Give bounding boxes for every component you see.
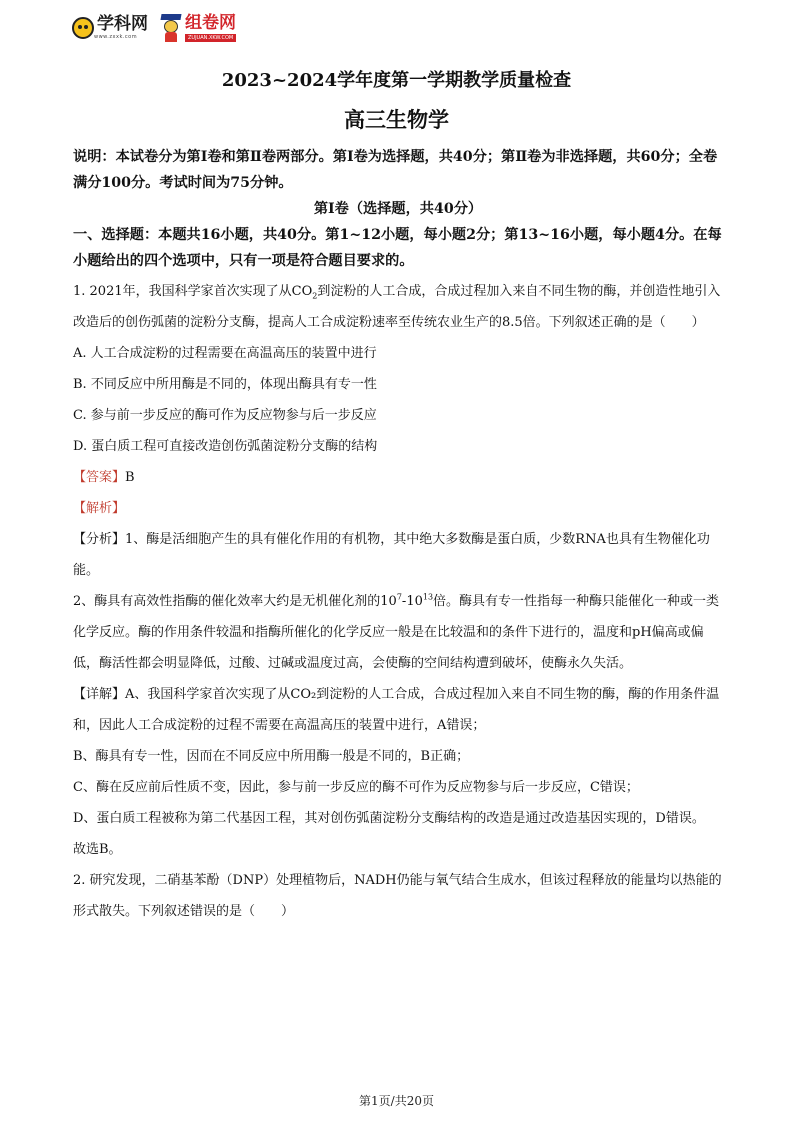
q1-conclusion: 故选B。 [73,842,122,857]
answer-label: 【答案】 [73,470,126,485]
xiangjie-c: C、酶在反应前后性质不变，因此，参与前一步反应的酶不可作为反应物参与后一步反应，C错误； [73,780,639,795]
xiangjie-d: D、蛋白质工程被称为第二代基因工程，其对创伤弧菌淀粉分支酶结构的改造是通过改造基因实现的，D错误。 [73,811,705,826]
logo1-text: 学科网 [97,14,148,34]
q1-stem-part-b: 到淀粉的人工合成，合成过程加入来自不同生物的酶，并创造性地引入改造后的创伤弧菌的淀粉分支酶，提高人工合成淀粉速率至传统农业生产的8.5倍。下列叙述正确的是（ ） [73,284,721,330]
answer-value: B [125,470,135,485]
q1-option-d: D. 蛋白质工程可直接改造创伤弧菌淀粉分支酶的结构 [73,439,378,454]
q1-stem-subscript: 2 [312,291,318,301]
xiangjie-a [73,679,723,741]
student-mascot-icon [160,14,182,42]
exam-title: 2023~2024学年度第一学期教学质量检查 [221,70,572,91]
analysis-label: 【解析】 [73,501,126,516]
smiley-face-icon [72,17,94,39]
section-title: 第Ⅰ卷（选择题，共40分） [313,201,483,217]
instructions: 说明：本试卷分为第Ⅰ卷和第Ⅱ卷两部分。第Ⅰ卷为选择题，共40分；第Ⅱ卷为非选择题，共60分；全卷满分100分。考试时间为75分钟。 [73,149,718,191]
question-2-stem: 2. 研究发现，二硝基苯酚（DNP）处理植物后，NADH仍能与氧气结合生成水，但该过程释放的能量均以热能的形式散失。下列叙述错误的是（ ） [73,873,722,919]
document-body [73,144,723,927]
fenxi-2-part-b: 倍。酶具有专一性指每一种酶只能催化一种或一类化学反应。酶的作用条件较温和指酶所催化的化学反应一般是在比较温和的条件下进行的，温度和pH偏高或偏低，酶活性都会明显降低，过酸、过碱或温度过高，会使酶的空间结构遭到破坏，使酶永久失活。 [73,594,720,671]
q1-option-b: B. 不同反应中所用酶是不同的，体现出酶具有专一性 [73,377,377,392]
fenxi-1-text: 1、酶是活细胞产生的具有催化作用的有机物，其中绝大多数酶是蛋白质，少数RNA也具有生物催化功能。 [73,532,710,578]
fenxi-2-part-a: 2、酶具有高效性指酶的催化效率大约是无机催化剂的10 [73,594,397,609]
xiangjie-a-text: A、我国科学家首次实现了从CO₂到淀粉的人工合成，合成过程加入来自不同生物的酶，酶的作用条件温和，因此人工合成淀粉的过程不需要在高温高压的装置中进行，A错误； [73,687,720,733]
fenxi-1 [73,524,723,586]
fenxi-label: 【分析】 [73,532,126,547]
question-1-stem [73,276,723,338]
q1-stem-part-a: 1. 2021年，我国科学家首次实现了从CO [73,284,313,299]
logo2-sub: ZUJUAN.XKW.COM [185,34,236,42]
logo1-sub: www.zxxk.com [94,34,138,40]
zxxk-logo[interactable] [72,16,148,40]
fenxi-2-sup2: 13 [422,592,434,602]
xiangjie-label: 【详解】 [73,687,126,702]
fenxi-2-sup1: 7 [396,592,402,602]
logo2-text: 组卷网 [185,12,236,33]
q1-option-c: C. 参与前一步反应的酶可作为反应物参与后一步反应 [73,408,377,423]
xiangjie-b: B、酶具有专一性，因而在不同反应中所用酶一般是不同的，B正确； [73,749,470,764]
exam-subtitle: 高三生物学 [344,107,449,132]
section-intro: 一、选择题：本题共16小题，共40分。第1~12小题，每小题2分；第13~16小题，每小题4分。在每小题给出的四个选项中，只有一项是符合题目要求的。 [73,227,722,269]
fenxi-2 [73,586,723,679]
fenxi-2-mid: -10 [401,594,423,609]
q1-option-a: A. 人工合成淀粉的过程需要在高温高压的装置中进行 [73,346,377,361]
q1-answer [73,462,723,493]
zujuan-logo[interactable] [160,14,236,42]
page-footer: 第1页/共20页 [359,1094,434,1108]
header-logos [72,10,236,46]
